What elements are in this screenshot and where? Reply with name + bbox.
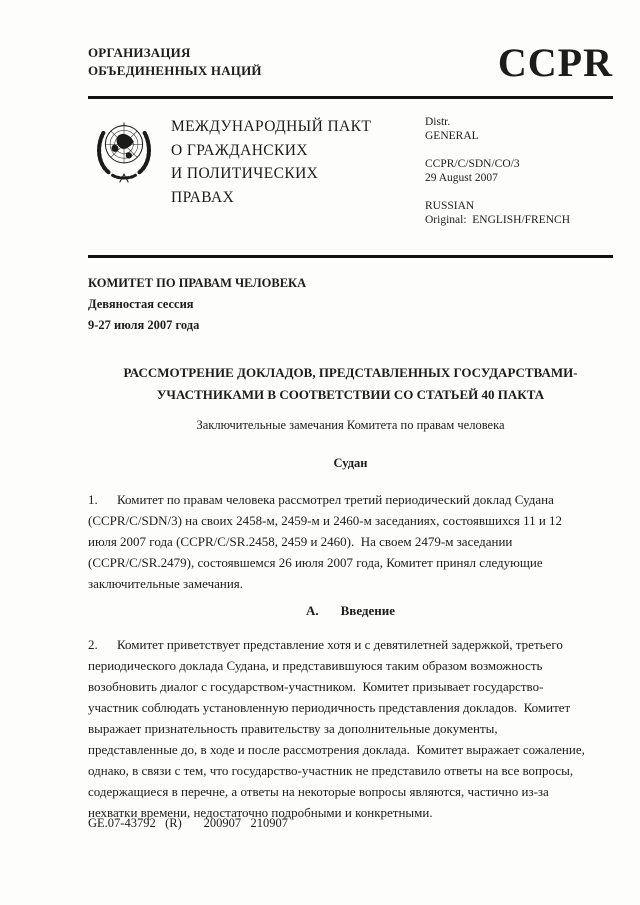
- org-name-line2: ОБЪЕДИНЕННЫХ НАЦИЙ: [88, 63, 262, 78]
- distr-label: Distr.: [425, 116, 451, 128]
- distr-type: GENERAL: [425, 130, 479, 142]
- subtitle: Заключительные замечания Комитета по правам человека: [196, 418, 505, 432]
- main-heading: [88, 362, 613, 406]
- covenant-title-line: МЕЖДУНАРОДНЫЙ ПАКТ: [171, 118, 372, 135]
- main-heading-line1: РАССМОТРЕНИЕ ДОКЛАДОВ, ПРЕДСТАВЛЕННЫХ ГОСУДАРСТВАМИ-: [123, 365, 578, 380]
- country-title: Судан: [333, 456, 368, 470]
- org-name: [88, 44, 262, 80]
- org-name-line1: ОРГАНИЗАЦИЯ: [88, 45, 191, 60]
- document-symbol: CCPR/C/SDN/CO/3: [425, 158, 520, 170]
- paragraph-1: [88, 489, 590, 594]
- title-block: [88, 115, 613, 241]
- committee-dates: 9-27 июля 2007 года: [88, 318, 200, 332]
- section-heading-introduction: [88, 602, 613, 620]
- distribution-block: [425, 115, 613, 241]
- original-language: Original: ENGLISH/FRENCH: [425, 214, 571, 226]
- covenant-title-line: ПРАВАХ: [171, 188, 235, 206]
- document-language: RUSSIAN: [425, 200, 475, 212]
- main-heading-line2: УЧАСТНИКАМИ В СООТВЕТСТВИИ СО СТАТЬЕЙ 40 ПАКТА: [156, 387, 545, 402]
- masthead: [88, 40, 613, 85]
- language-group: [425, 199, 613, 227]
- covenant-title: [171, 115, 371, 241]
- paragraph-2: [88, 634, 590, 823]
- section-letter: А.: [305, 603, 319, 618]
- paragraph-number: 2.: [88, 637, 98, 652]
- committee-block: [88, 273, 613, 336]
- document-footer: GE.07-43792 (R) 200907 210907: [88, 816, 288, 830]
- divider-bottom: [88, 255, 613, 258]
- covenant-title-line: О ГРАЖДАНСКИХ: [171, 141, 308, 159]
- distr-group: [425, 115, 613, 143]
- paragraph-number: 1.: [88, 492, 98, 507]
- un-emblem-icon: [93, 117, 155, 185]
- doc-series-code: CCPR: [497, 40, 613, 85]
- committee-name: КОМИТЕТ ПО ПРАВАМ ЧЕЛОВЕКА: [88, 276, 307, 290]
- section-title: Введение: [340, 603, 396, 618]
- document-date: 29 August 2007: [425, 172, 498, 184]
- symbol-group: [425, 157, 613, 185]
- committee-session: Девяностая сессия: [88, 297, 194, 311]
- covenant-title-line: И ПОЛИТИЧЕСКИХ: [171, 165, 319, 182]
- divider-top: [88, 96, 613, 99]
- paragraph-text: Комитет приветствует представление хотя и с девятилетней задержкой, третьего периодического доклада Судана, и представившуюся таким образом возможность возобновить диалог с государством-участником. Комитет призывает государство-участник соблюдать установленную периодичность представления докладов. Комитет выражает признательность правительству за дополнительные документы, представленные до, в ходе и после рассмотрения доклада. Комитет выражает сожаление, однако, в связи с тем, что государство-участник не представило ответы на все вопросы, содержащиеся в перечне, а ответы на некоторые вопросы являются, частично из-за нехватки времени, недостаточно подробными и конкретными.: [88, 637, 589, 820]
- paragraph-text: Комитет по правам человека рассмотрел третий периодический доклад Судана (CCPR/C/SDN/3) на своих 2458-м, 2459-м и 2460-м заседаниях, состоявшихся 11 и 12 июля 2007 года (CCPR/C/SR.2458, 2459 и 2460). На своем 2479-м заседании (CCPR/C/SR.2479), состоявшемся 26 июля 2007 года, Комитет принял следующие заключительные замечания.: [88, 492, 566, 591]
